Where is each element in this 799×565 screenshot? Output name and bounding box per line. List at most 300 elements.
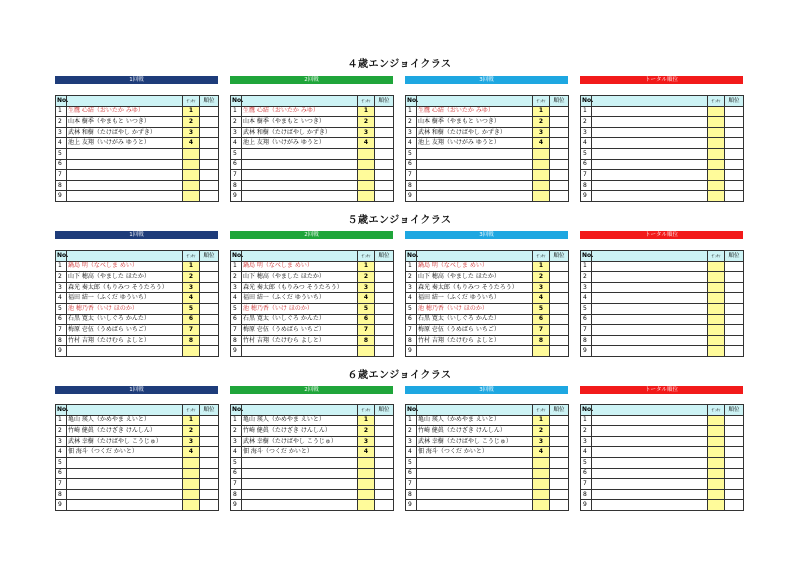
athlete-name — [67, 159, 183, 170]
athlete-name — [67, 346, 183, 357]
zekken-number — [708, 170, 725, 181]
table-row — [231, 117, 394, 128]
zekken-number: 8 — [358, 335, 375, 346]
zekken-number: 3 — [183, 127, 200, 138]
row-number: 1 — [231, 106, 242, 117]
row-number: 6 — [406, 314, 417, 325]
rank-cell — [375, 303, 394, 314]
rank-cell — [550, 117, 569, 128]
table-row — [56, 272, 219, 283]
athlete-name: 武林 幸樹（たけばやし こうじゅ） — [67, 436, 183, 447]
zekken-number — [358, 489, 375, 500]
athlete-name — [592, 335, 708, 346]
rank-cell — [200, 325, 219, 336]
row-number: 2 — [581, 272, 592, 283]
rank-cell — [200, 148, 219, 159]
athlete-name — [67, 500, 183, 511]
zekken-number — [533, 346, 550, 357]
table-row — [231, 489, 394, 500]
table-row — [56, 106, 219, 117]
rank-cell — [550, 468, 569, 479]
round-3-table — [405, 404, 569, 511]
rank-cell — [200, 335, 219, 346]
header-rank: 順位 — [725, 405, 744, 416]
round-1-banner: 1回戦 — [55, 76, 218, 84]
total-rank-banner: トータル順位 — [580, 386, 743, 394]
table-row — [406, 261, 569, 272]
round-1-table — [55, 95, 219, 202]
zekken-number — [708, 159, 725, 170]
header-rank: 順位 — [200, 96, 219, 107]
zekken-number — [533, 468, 550, 479]
zekken-number: 2 — [183, 272, 200, 283]
row-number: 6 — [581, 159, 592, 170]
header-zekken: ｾﾞｯｹﾝ — [183, 96, 200, 107]
table-row — [406, 415, 569, 426]
athlete-name: 梅原 壱伍（うめばら いちご） — [242, 325, 358, 336]
zekken-number — [358, 180, 375, 191]
header-row — [56, 251, 219, 262]
table-row — [231, 314, 394, 325]
row-number: 6 — [231, 468, 242, 479]
row-number: 9 — [581, 346, 592, 357]
athlete-name: 竹村 吉翔（たけむら よしと） — [417, 335, 533, 346]
row-number: 3 — [231, 127, 242, 138]
zekken-number — [708, 314, 725, 325]
row-number: 7 — [581, 479, 592, 490]
athlete-name: 森光 奏太郎（もりみつ そうたろう） — [417, 282, 533, 293]
athlete-name — [242, 180, 358, 191]
table-row — [56, 127, 219, 138]
header-name — [242, 251, 358, 262]
table-row — [231, 191, 394, 202]
round-1-banner: 1回戦 — [55, 231, 218, 239]
rank-cell — [725, 335, 744, 346]
rank-cell — [375, 447, 394, 458]
row-number: 4 — [406, 293, 417, 304]
zekken-number — [708, 127, 725, 138]
rank-cell — [550, 282, 569, 293]
rank-cell — [200, 127, 219, 138]
header-no: No. — [231, 96, 242, 107]
athlete-name: 鍋島 明（なべしま めい） — [67, 261, 183, 272]
table-row — [56, 170, 219, 181]
header-row — [581, 251, 744, 262]
zekken-number — [358, 346, 375, 357]
rank-cell — [725, 415, 744, 426]
row-number: 7 — [406, 170, 417, 181]
zekken-number — [708, 346, 725, 357]
rank-cell — [200, 303, 219, 314]
zekken-number: 3 — [358, 282, 375, 293]
athlete-name: 山下 穂高（やました ほたか） — [242, 272, 358, 283]
table-row — [581, 489, 744, 500]
zekken-number — [183, 489, 200, 500]
table-row — [56, 303, 219, 314]
rank-cell — [200, 500, 219, 511]
rank-cell — [375, 293, 394, 304]
table-row — [231, 138, 394, 149]
zekken-number — [183, 500, 200, 511]
rank-cell — [725, 457, 744, 468]
row-number: 5 — [581, 303, 592, 314]
table-row — [581, 346, 744, 357]
rank-cell — [375, 272, 394, 283]
athlete-name — [417, 489, 533, 500]
zekken-number: 8 — [183, 335, 200, 346]
header-name — [417, 405, 533, 416]
table-row — [56, 436, 219, 447]
row-number: 3 — [581, 436, 592, 447]
table-row — [406, 282, 569, 293]
rank-cell — [725, 148, 744, 159]
total-rank-table — [580, 250, 744, 357]
zekken-number: 2 — [358, 426, 375, 437]
athlete-name — [242, 468, 358, 479]
zekken-number — [533, 159, 550, 170]
rank-cell — [550, 170, 569, 181]
athlete-name: 鍋島 明（なべしま めい） — [417, 261, 533, 272]
row-number: 5 — [56, 303, 67, 314]
zekken-number: 4 — [358, 447, 375, 458]
athlete-name — [592, 436, 708, 447]
zekken-number — [708, 335, 725, 346]
row-number: 3 — [406, 127, 417, 138]
rank-cell — [200, 426, 219, 437]
header-zekken: ｾﾞｯｹﾝ — [183, 251, 200, 262]
zekken-number: 2 — [358, 272, 375, 283]
header-name — [67, 96, 183, 107]
row-number: 7 — [231, 325, 242, 336]
athlete-name — [417, 457, 533, 468]
table-row — [406, 106, 569, 117]
rank-cell — [200, 457, 219, 468]
header-zekken: ｾﾞｯｹﾝ — [533, 251, 550, 262]
athlete-name — [67, 457, 183, 468]
zekken-number — [183, 159, 200, 170]
rank-cell — [725, 170, 744, 181]
rank-cell — [725, 272, 744, 283]
header-no: No. — [406, 251, 417, 262]
zekken-number — [358, 159, 375, 170]
row-number: 5 — [581, 148, 592, 159]
header-rank: 順位 — [550, 96, 569, 107]
rank-cell — [200, 314, 219, 325]
zekken-number — [708, 272, 725, 283]
header-zekken: ｾﾞｯｹﾝ — [358, 405, 375, 416]
round-3-banner: 3回戦 — [405, 231, 568, 239]
row-number: 8 — [231, 335, 242, 346]
zekken-number: 2 — [183, 117, 200, 128]
rank-cell — [550, 479, 569, 490]
athlete-name: 池上 友翔（いけがみ ゆうと） — [67, 138, 183, 149]
zekken-number: 2 — [358, 117, 375, 128]
rank-cell — [375, 170, 394, 181]
table-row — [406, 436, 569, 447]
row-number: 4 — [406, 447, 417, 458]
zekken-number — [183, 346, 200, 357]
table-row — [581, 180, 744, 191]
row-number: 7 — [56, 479, 67, 490]
table-row — [581, 282, 744, 293]
athlete-name — [242, 500, 358, 511]
table-row — [231, 335, 394, 346]
row-number: 2 — [231, 117, 242, 128]
total-rank-table — [580, 95, 744, 202]
zekken-number — [708, 426, 725, 437]
table-row — [581, 436, 744, 447]
row-number: 5 — [406, 303, 417, 314]
header-row — [56, 96, 219, 107]
table-row — [581, 272, 744, 283]
athlete-name — [67, 479, 183, 490]
zekken-number — [708, 191, 725, 202]
row-number: 5 — [231, 457, 242, 468]
athlete-name — [592, 272, 708, 283]
table-row — [56, 426, 219, 437]
athlete-name — [417, 170, 533, 181]
zekken-number — [533, 479, 550, 490]
header-zekken: ｾﾞｯｹﾝ — [533, 405, 550, 416]
rank-cell — [200, 159, 219, 170]
row-number: 9 — [581, 191, 592, 202]
table-row — [56, 138, 219, 149]
row-number: 3 — [581, 127, 592, 138]
table-row — [581, 159, 744, 170]
athlete-name: 山下 穂高（やました ほたか） — [67, 272, 183, 283]
zekken-number — [183, 180, 200, 191]
header-name — [417, 251, 533, 262]
table-row — [581, 303, 744, 314]
athlete-name: 福田 結一（ふくだ ゆういち） — [67, 293, 183, 304]
table-row — [56, 117, 219, 128]
rank-cell — [725, 138, 744, 149]
row-number: 7 — [56, 170, 67, 181]
table-row — [581, 191, 744, 202]
rank-cell — [550, 500, 569, 511]
athlete-name — [592, 117, 708, 128]
row-number: 9 — [56, 191, 67, 202]
header-zekken: ｾﾞｯｹﾝ — [183, 405, 200, 416]
rank-cell — [375, 282, 394, 293]
athlete-name — [242, 489, 358, 500]
rank-cell — [550, 325, 569, 336]
athlete-name — [592, 500, 708, 511]
row-number: 6 — [56, 159, 67, 170]
athlete-name — [592, 479, 708, 490]
table-row — [406, 159, 569, 170]
zekken-number: 3 — [533, 282, 550, 293]
rank-cell — [725, 447, 744, 458]
rank-cell — [375, 479, 394, 490]
athlete-name — [592, 138, 708, 149]
row-number: 8 — [581, 335, 592, 346]
zekken-number: 4 — [183, 293, 200, 304]
row-number: 5 — [56, 148, 67, 159]
row-number: 5 — [406, 148, 417, 159]
rank-cell — [550, 272, 569, 283]
athlete-name: 武林 幸樹（たけばやし こうじゅ） — [242, 436, 358, 447]
row-number: 4 — [581, 447, 592, 458]
rank-cell — [725, 426, 744, 437]
rank-cell — [550, 180, 569, 191]
rank-cell — [375, 117, 394, 128]
athlete-name: 竹崎 健眞（たけざき けんしん） — [242, 426, 358, 437]
athlete-name — [592, 457, 708, 468]
zekken-number: 3 — [358, 436, 375, 447]
zekken-number: 5 — [533, 303, 550, 314]
table-row — [56, 159, 219, 170]
rank-cell — [375, 335, 394, 346]
athlete-name: 石黒 寛太（いしぐろ かんた） — [67, 314, 183, 325]
athlete-name: 亀山 瑛人（かめやま えいと） — [242, 415, 358, 426]
header-row — [581, 405, 744, 416]
row-number: 1 — [581, 415, 592, 426]
rank-cell — [725, 159, 744, 170]
athlete-name — [242, 346, 358, 357]
row-number: 8 — [581, 180, 592, 191]
athlete-name: 梅原 壱伍（うめばら いちご） — [417, 325, 533, 336]
table-row — [231, 303, 394, 314]
zekken-number — [708, 303, 725, 314]
row-number: 1 — [56, 106, 67, 117]
rank-cell — [375, 261, 394, 272]
zekken-number: 3 — [183, 282, 200, 293]
zekken-number — [708, 468, 725, 479]
round-1-table — [55, 404, 219, 511]
athlete-name: 生鷹 心結（おいたか みゆ） — [67, 106, 183, 117]
rank-cell — [725, 314, 744, 325]
header-zekken: ｾﾞｯｹﾝ — [708, 96, 725, 107]
table-row — [56, 282, 219, 293]
zekken-number — [708, 415, 725, 426]
athlete-name — [417, 148, 533, 159]
table-row — [56, 325, 219, 336]
rank-cell — [550, 436, 569, 447]
rank-cell — [375, 325, 394, 336]
zekken-number: 7 — [183, 325, 200, 336]
table-row — [406, 293, 569, 304]
round-2-banner: 2回戦 — [230, 76, 393, 84]
athlete-name — [67, 170, 183, 181]
zekken-number — [708, 117, 725, 128]
rank-cell — [550, 261, 569, 272]
header-row — [231, 251, 394, 262]
zekken-number — [708, 106, 725, 117]
rank-cell — [200, 180, 219, 191]
zekken-number — [708, 148, 725, 159]
athlete-name — [417, 191, 533, 202]
header-no: No. — [581, 405, 592, 416]
athlete-name: 武林 幸樹（たけばやし こうじゅ） — [417, 436, 533, 447]
table-row — [56, 346, 219, 357]
zekken-number — [708, 325, 725, 336]
table-row — [56, 468, 219, 479]
row-number: 4 — [56, 293, 67, 304]
row-number: 8 — [406, 335, 417, 346]
table-row — [406, 447, 569, 458]
header-no: No. — [231, 251, 242, 262]
table-row — [581, 148, 744, 159]
rank-cell — [200, 479, 219, 490]
header-zekken: ｾﾞｯｹﾝ — [358, 251, 375, 262]
table-row — [581, 479, 744, 490]
zekken-number: 1 — [533, 415, 550, 426]
table-row — [406, 500, 569, 511]
round-3-table — [405, 95, 569, 202]
rank-cell — [725, 500, 744, 511]
rank-cell — [200, 415, 219, 426]
rank-cell — [375, 436, 394, 447]
round-2-table — [230, 95, 394, 202]
zekken-number: 7 — [533, 325, 550, 336]
table-row — [56, 191, 219, 202]
row-number: 2 — [56, 272, 67, 283]
row-number: 4 — [231, 447, 242, 458]
rank-cell — [725, 293, 744, 304]
header-name — [67, 251, 183, 262]
table-row — [231, 325, 394, 336]
row-number: 9 — [231, 346, 242, 357]
athlete-name — [592, 282, 708, 293]
rank-cell — [550, 191, 569, 202]
zekken-number: 4 — [533, 293, 550, 304]
header-zekken: ｾﾞｯｹﾝ — [708, 405, 725, 416]
zekken-number — [708, 282, 725, 293]
zekken-number — [358, 468, 375, 479]
zekken-number — [183, 148, 200, 159]
table-row — [56, 479, 219, 490]
row-number: 1 — [581, 106, 592, 117]
row-number: 8 — [56, 335, 67, 346]
rank-cell — [200, 282, 219, 293]
row-number: 6 — [581, 314, 592, 325]
zekken-number: 1 — [358, 106, 375, 117]
header-row — [581, 96, 744, 107]
table-row — [231, 447, 394, 458]
table-row — [231, 457, 394, 468]
rank-cell — [200, 447, 219, 458]
athlete-name: 池 穂乃香（いけ ほのか） — [67, 303, 183, 314]
header-row — [56, 405, 219, 416]
table-row — [56, 447, 219, 458]
row-number: 1 — [581, 261, 592, 272]
header-zekken: ｾﾞｯｹﾝ — [533, 96, 550, 107]
zekken-number: 3 — [183, 436, 200, 447]
athlete-name — [417, 500, 533, 511]
row-number: 8 — [56, 180, 67, 191]
row-number: 6 — [56, 314, 67, 325]
row-number: 2 — [56, 426, 67, 437]
rank-cell — [375, 468, 394, 479]
rank-cell — [200, 468, 219, 479]
zekken-number — [358, 170, 375, 181]
rank-cell — [550, 159, 569, 170]
rank-cell — [200, 293, 219, 304]
zekken-number — [708, 489, 725, 500]
rank-cell — [375, 148, 394, 159]
row-number: 1 — [406, 106, 417, 117]
table-row — [406, 138, 569, 149]
row-number: 3 — [231, 436, 242, 447]
table-row — [56, 148, 219, 159]
zekken-number: 4 — [533, 447, 550, 458]
header-row — [231, 96, 394, 107]
rank-cell — [550, 415, 569, 426]
header-no: No. — [406, 96, 417, 107]
header-row — [406, 405, 569, 416]
header-name — [67, 405, 183, 416]
